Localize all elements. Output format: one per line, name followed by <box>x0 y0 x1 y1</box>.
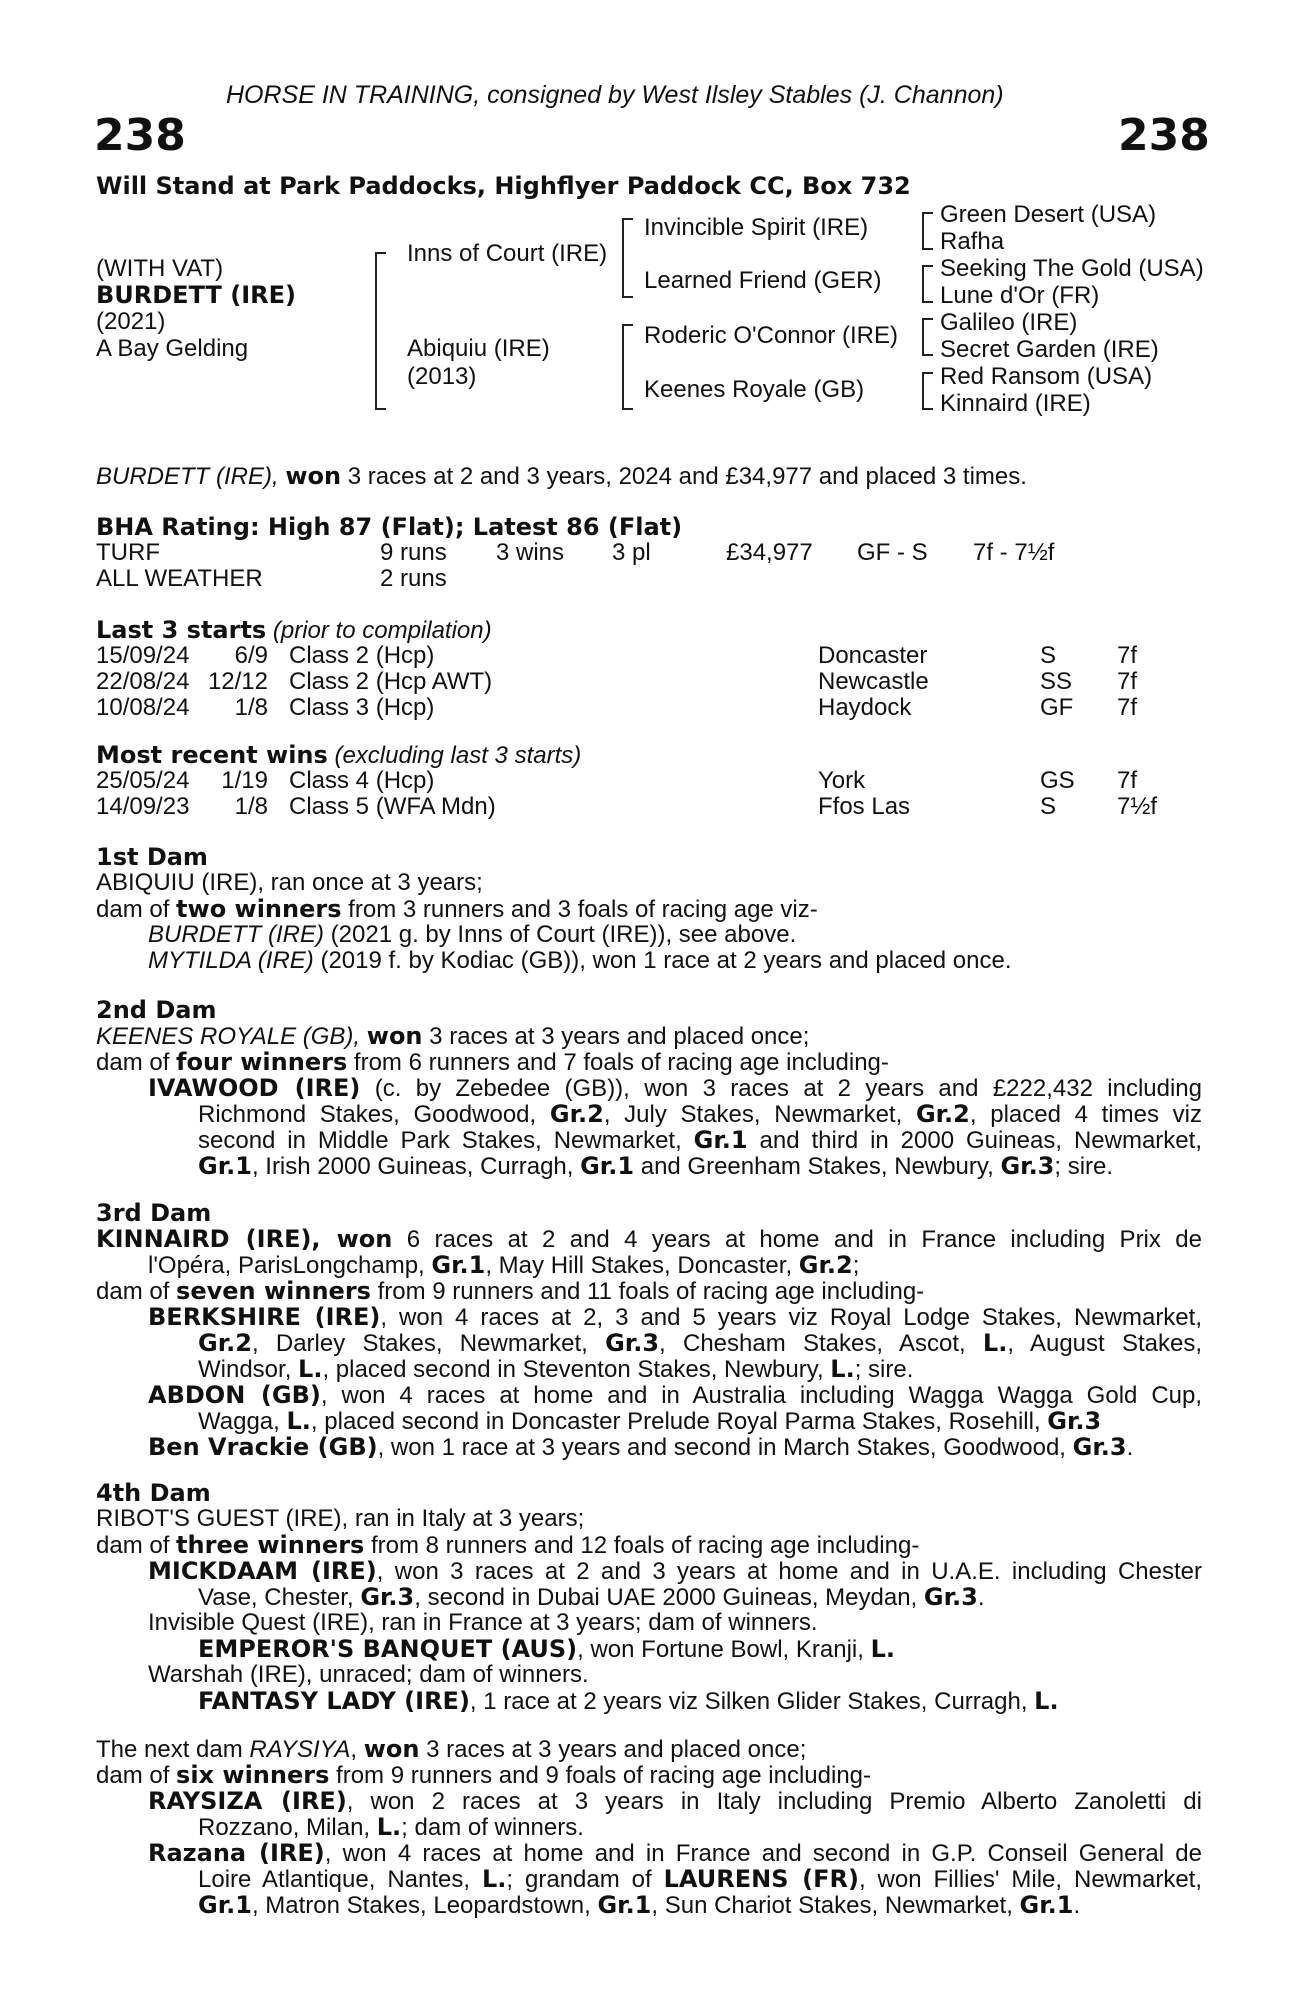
summary-name: BURDETT (IRE), <box>96 463 279 490</box>
rating-heading: BHA Rating: High 87 (Flat); Latest 86 (Flat) <box>96 513 683 541</box>
ivawood-line-3: second in Middle Park Stakes, Newmarket, Gr.1 and third in 2000 Guineas, Newmarket, <box>198 1127 1202 1153</box>
razana-line-1: Razana (IRE), won 4 races at home and in France and second in G.P. Conseil General de <box>148 1840 1202 1866</box>
summary-won: won <box>285 462 342 490</box>
first-dam-line: ABIQUIU (IRE), ran once at 3 years; <box>96 869 483 896</box>
produce-mytilda: MYTILDA (IRE) (2019 f. by Kodiac (GB)), won 1 race at 2 years and placed once. <box>148 947 1012 974</box>
ben-vrackie-line: Ben Vrackie (GB), won 1 race at 3 years and second in March Stakes, Goodwood, Gr.3. <box>148 1433 1134 1461</box>
second-dam-heading: 2nd Dam <box>96 996 217 1024</box>
fantasy-lady-line: FANTASY LADY (IRE), 1 race at 2 years viz Silken Glider Stakes, Curragh, L. <box>198 1687 1059 1715</box>
cell-class: Class 4 (Hcp) <box>289 767 435 794</box>
third-dam-line-2: l'Opéra, ParisLongchamp, Gr.1, May Hill Stakes, Doncaster, Gr.2; <box>148 1251 860 1279</box>
sire-sire: Invincible Spirit (IRE) <box>644 214 869 241</box>
lot-number-right: 238 <box>1118 110 1210 161</box>
gen3-8: Kinnaird (IRE) <box>940 390 1091 417</box>
dam-dam: Keenes Royale (GB) <box>644 376 865 403</box>
next-dam-line: The next dam RAYSIYA, won 3 races at 3 years and placed once; <box>96 1735 807 1763</box>
cell-date: 22/08/24 <box>96 668 190 695</box>
cell-dist: 7½f <box>1117 793 1158 820</box>
cell-course: Ffos Las <box>818 793 911 820</box>
brace-g3-1 <box>922 212 933 250</box>
stand-line: Will Stand at Park Paddocks, Highflyer Paddock CC, Box 732 <box>96 172 911 200</box>
dam-sire: Roderic O'Connor (IRE) <box>644 322 898 349</box>
cell-pos: 12/12 <box>207 668 268 695</box>
dam-year: (2013) <box>407 363 477 390</box>
produce-burdett: BURDETT (IRE) (2021 g. by Inns of Court (IRE)), see above. <box>148 921 797 948</box>
cell-dist: 7f <box>1117 694 1138 721</box>
cell-class: Class 2 (Hcp AWT) <box>289 668 493 695</box>
ivawood-line-1: IVAWOOD (IRE) (c. by Zebedee (GB)), won 3 races at 2 years and £222,432 including <box>148 1075 1202 1101</box>
next-dam-section <box>96 1736 1202 1918</box>
cell-pos: 1/8 <box>234 694 268 721</box>
fourth-dam-produce-line: dam of three winners from 8 runners and 12 foals of racing age including- <box>96 1531 920 1559</box>
horse-description: A Bay Gelding <box>96 335 249 362</box>
emperors-banquet-line: EMPEROR'S BANQUET (AUS), won Fortune Bowl, Kranji, L. <box>198 1635 896 1663</box>
summary-rest: 3 races at 2 and 3 years, 2024 and £34,977 and placed 3 times. <box>347 463 1027 490</box>
brace-g3-4 <box>922 372 933 410</box>
recent-title: Most recent wins <box>96 741 328 769</box>
sire: Inns of Court (IRE) <box>407 240 608 267</box>
turf-earnings: £34,977 <box>726 539 813 566</box>
last3-note: (prior to compilation) <box>272 617 492 644</box>
sire-dam: Learned Friend (GER) <box>644 267 882 294</box>
razana-line-3: Gr.1, Matron Stakes, Leopardstown, Gr.1, Sun Chariot Stakes, Newmarket, Gr.1. <box>198 1891 1081 1919</box>
gen3-2: Rafha <box>940 228 1005 255</box>
gen3-4: Lune d'Or (FR) <box>940 282 1100 309</box>
mickdaam-line-1: MICKDAAM (IRE), won 3 races at 2 and 3 years at home and in U.A.E. including Chester <box>148 1558 1202 1584</box>
recent-note: (excluding last 3 starts) <box>334 742 582 769</box>
gen3-3: Seeking The Gold (USA) <box>940 255 1204 282</box>
brace-gen1 <box>375 252 386 410</box>
cell-pos: 6/9 <box>234 642 268 669</box>
brace-g3-3 <box>922 318 933 356</box>
cell-going: S <box>1040 642 1057 669</box>
aw-label: ALL WEATHER <box>96 565 263 592</box>
recent-heading <box>96 742 581 769</box>
cell-course: York <box>818 767 866 794</box>
gen3-1: Green Desert (USA) <box>940 201 1157 228</box>
turf-placed: 3 pl <box>612 539 651 566</box>
second-dam-section <box>96 997 1202 1179</box>
berkshire-line-3: Windsor, L., placed second in Steventon Stakes, Newbury, L.; sire. <box>198 1355 914 1383</box>
first-dam-heading: 1st Dam <box>96 843 208 871</box>
aw-runs: 2 runs <box>380 565 447 592</box>
brace-g3-2 <box>922 265 933 303</box>
cell-course: Doncaster <box>818 642 928 669</box>
second-dam-line: KEENES ROYALE (GB), won 3 races at 3 years and placed once; <box>96 1022 810 1050</box>
berkshire-line-1: BERKSHIRE (IRE), won 4 races at 2, 3 and 5 years viz Royal Lodge Stakes, Newmarket, <box>148 1304 1202 1330</box>
cell-dist: 7f <box>1117 767 1138 794</box>
ivawood-line-2: Richmond Stakes, Goodwood, Gr.2, July Stakes, Newmarket, Gr.2, placed 4 times viz <box>198 1101 1202 1127</box>
first-dam-produce-line: dam of two winners from 3 runners and 3 foals of racing age viz- <box>96 895 818 923</box>
second-dam-produce-line: dam of four winners from 6 runners and 7 foals of racing age including- <box>96 1048 889 1076</box>
third-dam-heading: 3rd Dam <box>96 1199 212 1227</box>
cell-course: Newcastle <box>818 668 929 695</box>
berkshire-line-2: Gr.2, Darley Stakes, Newmarket, Gr.3, Chesham Stakes, Ascot, L., August Stakes, <box>198 1330 1202 1356</box>
next-dam-produce-line: dam of six winners from 9 runners and 9 foals of racing age including- <box>96 1761 872 1789</box>
cell-date: 25/05/24 <box>96 767 190 794</box>
cell-dist: 7f <box>1117 668 1138 695</box>
third-dam-line-1: KINNAIRD (IRE), won 6 races at 2 and 4 years at home and in France including Prix de <box>96 1226 1202 1252</box>
fourth-dam-heading: 4th Dam <box>96 1479 211 1507</box>
cell-dist: 7f <box>1117 642 1138 669</box>
brace-sire <box>622 218 633 298</box>
race-summary <box>96 463 1027 490</box>
turf-wins: 3 wins <box>496 539 565 566</box>
turf-going: GF - S <box>857 539 928 566</box>
cell-pos: 1/19 <box>221 767 268 794</box>
cell-class: Class 2 (Hcp) <box>289 642 435 669</box>
turf-distance: 7f - 7½f <box>973 539 1055 566</box>
last3-title: Last 3 starts <box>96 616 267 644</box>
cell-date: 14/09/23 <box>96 793 190 820</box>
fourth-dam-line: RIBOT'S GUEST (IRE), ran in Italy at 3 years; <box>96 1505 585 1532</box>
fourth-dam-section <box>96 1480 1202 1714</box>
invisible-quest-line: Invisible Quest (IRE), ran in France at 3 years; dam of winners. <box>148 1609 818 1636</box>
gen3-6: Secret Garden (IRE) <box>940 336 1159 363</box>
turf-label: TURF <box>96 539 160 566</box>
cell-pos: 1/8 <box>234 793 268 820</box>
third-dam-section <box>96 1200 1202 1460</box>
cell-class: Class 3 (Hcp) <box>289 694 435 721</box>
ivawood-line-4: Gr.1, Irish 2000 Guineas, Curragh, Gr.1 and Greenham Stakes, Newbury, Gr.3; sire. <box>198 1152 1114 1180</box>
lot-number-left: 238 <box>94 110 186 161</box>
horse-name: BURDETT (IRE) <box>96 281 296 309</box>
last3-heading <box>96 617 492 644</box>
third-dam-produce-line: dam of seven winners from 9 runners and 11 foals of racing age including- <box>96 1277 925 1305</box>
dam: Abiquiu (IRE) <box>407 335 550 362</box>
abdon-line-2: Wagga, L., placed second in Doncaster Prelude Royal Parma Stakes, Rosehill, Gr.3 <box>198 1407 1102 1435</box>
raysiza-line-1: RAYSIZA (IRE), won 2 races at 3 years in Italy including Premio Alberto Zanoletti di <box>148 1788 1202 1814</box>
cell-class: Class 5 (WFA Mdn) <box>289 793 496 820</box>
turf-runs: 9 runs <box>380 539 447 566</box>
cell-going: GS <box>1040 767 1075 794</box>
cell-course: Haydock <box>818 694 912 721</box>
abdon-line-1: ABDON (GB), won 4 races at home and in Australia including Wagga Wagga Gold Cup, <box>148 1382 1202 1408</box>
brace-dam <box>622 324 633 410</box>
vat-note: (WITH VAT) <box>96 255 224 282</box>
horse-year: (2021) <box>96 308 166 335</box>
first-dam-section <box>96 844 1202 974</box>
consignor-line: HORSE IN TRAINING, consigned by West Ilsley Stables (J. Channon) <box>226 81 1004 109</box>
warshah-line: Warshah (IRE), unraced; dam of winners. <box>148 1661 589 1688</box>
cell-going: S <box>1040 793 1057 820</box>
cell-going: SS <box>1040 668 1073 695</box>
gen3-5: Galileo (IRE) <box>940 309 1078 336</box>
cell-date: 10/08/24 <box>96 694 190 721</box>
cell-date: 15/09/24 <box>96 642 190 669</box>
mickdaam-line-2: Vase, Chester, Gr.3, second in Dubai UAE 2000 Guineas, Meydan, Gr.3. <box>198 1583 985 1611</box>
raysiza-line-2: Rozzano, Milan, L.; dam of winners. <box>198 1813 584 1841</box>
gen3-7: Red Ransom (USA) <box>940 363 1153 390</box>
razana-line-2: Loire Atlantique, Nantes, L.; grandam of LAURENS (FR), won Fillies' Mile, Newmarket, <box>198 1866 1202 1892</box>
cell-going: GF <box>1040 694 1074 721</box>
